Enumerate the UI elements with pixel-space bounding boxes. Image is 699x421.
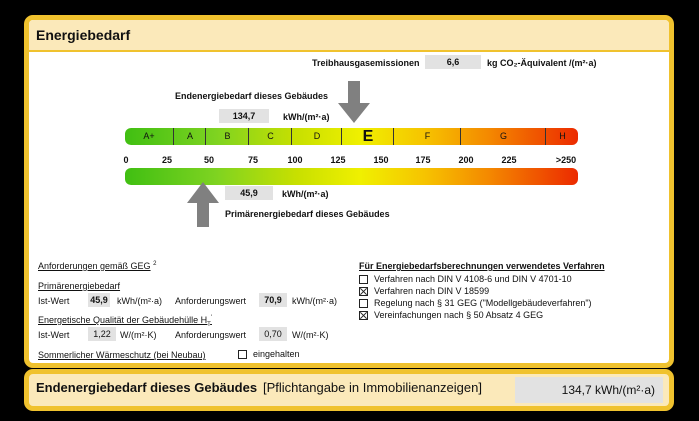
panel-title: Energiebedarf: [29, 20, 669, 52]
primary-req-unit: kWh/(m²·a): [292, 296, 337, 306]
class-cell: D: [291, 128, 342, 145]
footer-title: Endenergiebedarf dieses Gebäudes: [36, 380, 258, 395]
envelope-req-label: Anforderungswert: [175, 330, 247, 340]
primary-energy-value: 45,9: [225, 186, 273, 200]
scale-tick: 75: [247, 155, 259, 165]
scale-tick: 175: [415, 155, 431, 165]
emissions-unit: kg CO₂-Äquivalent /(m²·a): [487, 58, 597, 68]
class-cell-active: E: [341, 128, 394, 145]
requirements-footnote: 2: [153, 261, 157, 267]
method-item[interactable]: [359, 310, 543, 320]
class-cell: A+: [143, 131, 155, 141]
summer-protection-check-label: eingehalten: [253, 349, 300, 359]
method-checkbox[interactable]: [359, 275, 368, 284]
end-energy-arrow-icon: [336, 81, 372, 125]
end-energy-label: Endenergiebedarf dieses Gebäudes: [175, 91, 329, 101]
method-checkbox-checked[interactable]: [359, 287, 368, 296]
method-label: Regelung nach § 31 GEG ("Modellgebäudeverfahren"): [374, 298, 592, 308]
class-cell: F: [393, 128, 461, 145]
emissions-value: 6,6: [425, 55, 481, 69]
end-energy-unit: kWh/(m²·a): [283, 112, 330, 122]
primary-actual-value: 45,9: [88, 293, 110, 307]
scale-tick: 200: [458, 155, 474, 165]
scale-tick: 225: [501, 155, 517, 165]
primary-requirement-title: Primärenergiebedarf: [38, 281, 121, 291]
method-item[interactable]: [359, 286, 489, 296]
method-item[interactable]: [359, 298, 592, 308]
summer-protection-checkbox[interactable]: [238, 350, 247, 359]
primary-energy-label: Primärenergiebedarf dieses Gebäudes: [225, 209, 390, 219]
scale-tick: 50: [203, 155, 215, 165]
class-cell: G: [460, 128, 546, 145]
energy-demand-panel: [24, 15, 674, 368]
summer-protection-check[interactable]: [238, 349, 300, 359]
scale-tick: 0: [123, 155, 129, 165]
primary-req-label: Anforderungswert: [175, 296, 247, 306]
summer-protection-label: Sommerlicher Wärmeschutz (bei Neubau): [38, 350, 206, 360]
class-cell: C: [248, 128, 292, 145]
energy-class-bar: [125, 128, 578, 145]
primary-energy-arrow-icon: [185, 182, 221, 228]
scale-tick: 100: [287, 155, 303, 165]
envelope-req-unit: W/(m²·K): [292, 330, 329, 340]
class-cell: A: [173, 128, 206, 145]
method-label: Verfahren nach DIN V 18599: [374, 286, 490, 296]
methods-title: Für Energiebedarfsberechnungen verwendetes Verfahren: [359, 261, 605, 271]
scale-tick: >250: [555, 155, 577, 165]
scale-tick: 125: [330, 155, 346, 165]
primary-energy-unit: kWh/(m²·a): [282, 189, 329, 199]
method-label: Verfahren nach DIN V 4108-6 und DIN V 4701-10: [374, 274, 572, 284]
envelope-actual-label: Ist-Wert: [38, 330, 70, 340]
footer-value: 134,7 kWh/(m²·a): [515, 377, 663, 403]
primary-actual-label: Ist-Wert: [38, 296, 70, 306]
envelope-actual-unit: W/(m²·K): [120, 330, 157, 340]
class-cell: B: [205, 128, 249, 145]
requirements-title: Anforderungen gemäß GEG $^2$: [38, 261, 157, 271]
class-cell: H: [545, 128, 578, 145]
scale-tick: 150: [373, 155, 389, 165]
scale-tick: 25: [161, 155, 173, 165]
primary-actual-unit: kWh/(m²·a): [117, 296, 162, 306]
footer-note: [Pflichtangabe in Immobilienanzeigen]: [263, 380, 482, 395]
envelope-req-value: 0,70: [259, 327, 287, 341]
method-checkbox[interactable]: [359, 299, 368, 308]
method-label: Vereinfachungen nach § 50 Absatz 4 GEG: [374, 310, 544, 320]
envelope-actual-value: 1,22: [88, 327, 116, 341]
method-item[interactable]: [359, 274, 572, 284]
emissions-label: Treibhausgasemissionen: [312, 58, 420, 68]
end-energy-value: 134,7: [219, 109, 269, 123]
end-energy-footer: [24, 369, 674, 411]
method-checkbox-checked[interactable]: [359, 311, 368, 320]
primary-req-value: 70,9: [259, 293, 287, 307]
envelope-requirement-title: Energetische Qualität der Gebäudehülle $H_T'$: [38, 315, 212, 328]
